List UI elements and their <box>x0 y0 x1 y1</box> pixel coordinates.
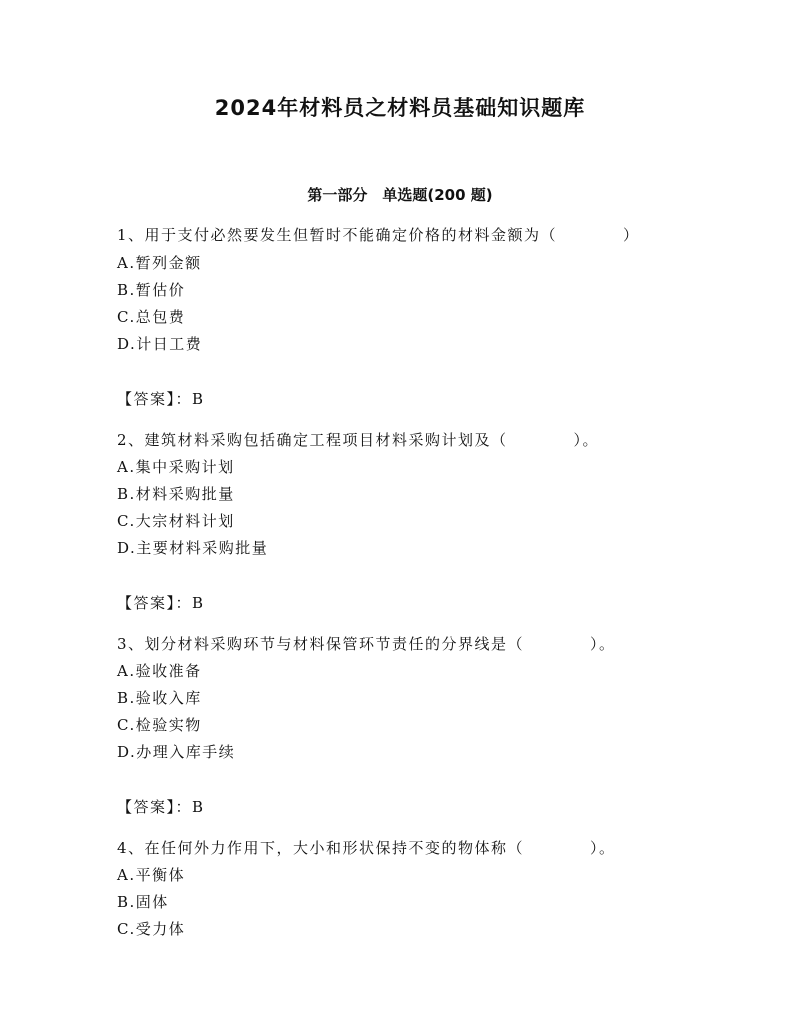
question-1-answer: 【答案】：B <box>117 390 205 408</box>
question-4-option-a: A.平衡体 <box>117 866 186 884</box>
question-3-answer: 【答案】：B <box>117 798 205 816</box>
question-2-answer: 【答案】：B <box>117 594 205 612</box>
question-2-option-d: D.主要材料采购批量 <box>117 539 269 557</box>
question-3-stem: 3、划分材料采购环节与材料保管环节责任的分界线是（ ）。 <box>117 635 616 653</box>
question-2-option-a: A.集中采购计划 <box>117 458 235 476</box>
question-4-option-b: B.固体 <box>117 893 169 911</box>
question-1-option-a: A.暂列金额 <box>117 254 202 272</box>
question-2-option-b: B.材料采购批量 <box>117 485 235 503</box>
question-2-stem: 2、建筑材料采购包括确定工程项目材料采购计划及（ ）。 <box>117 431 600 449</box>
document-title: 2024年材料员之材料员基础知识题库 <box>214 96 586 120</box>
question-4-stem: 4、在任何外力作用下，大小和形状保持不变的物体称（ ）。 <box>117 839 616 857</box>
question-1-option-c: C.总包费 <box>117 308 186 326</box>
question-1-stem: 1、用于支付必然要发生但暂时不能确定价格的材料金额为（ ） <box>117 226 640 244</box>
question-3-option-d: D.办理入库手续 <box>117 743 236 761</box>
question-2-option-c: C.大宗材料计划 <box>117 512 235 530</box>
question-3-option-b: B.验收入库 <box>117 689 202 707</box>
section-heading: 第一部分 单选题(200 题) <box>307 186 493 204</box>
question-1-option-d: D.计日工费 <box>117 335 203 353</box>
question-3-option-c: C.检验实物 <box>117 716 202 734</box>
question-3-option-a: A.验收准备 <box>117 662 202 680</box>
question-4-option-c: C.受力体 <box>117 920 186 938</box>
question-1-option-b: B.暂估价 <box>117 281 186 299</box>
